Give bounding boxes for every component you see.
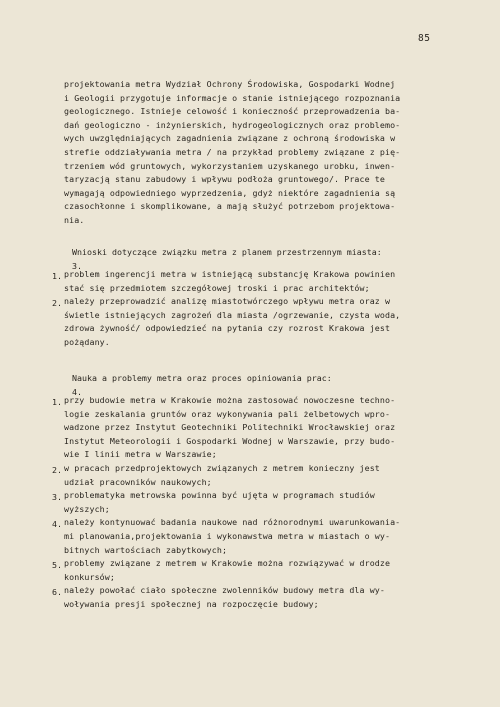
item-number: 3.	[52, 492, 62, 503]
intro-line: projektowania metra Wydział Ochrony Środowiska, Gospodarki Wodnej	[64, 79, 396, 89]
intro-line: wymagają odpowiedniego wyprzedzenia, gdyż niektóre zagadnienia są	[64, 187, 396, 198]
item-line: wie I linii metra w Warszawie;	[64, 449, 217, 460]
item-line: bitnych wartościach zabytkowych;	[64, 544, 228, 555]
list-item	[52, 557, 457, 584]
intro-paragraph	[64, 78, 454, 228]
item-line: problem ingerencji metra w istniejącą substancję Krakowa powinien	[64, 269, 396, 279]
list-item	[52, 489, 457, 516]
section-3-list	[52, 268, 457, 350]
item-line: problemy związane z metrem w Krakowie można rozwiązywać w drodze	[64, 558, 391, 569]
item-line: zdrowa żywność/ odpowiedzieć na pytania czy rozrost Krakowa jest	[64, 323, 391, 334]
item-line: należy przeprowadzić analizę miastotwórczego wpływu metra oraz w	[64, 296, 391, 307]
item-number: 4.	[52, 519, 62, 530]
item-line: w pracach przedprojektowych związanych z metrem konieczny jest	[64, 462, 380, 473]
intro-line: dań geologiczno - inżynierskich, hydrogeologicznych oraz problemo-	[64, 119, 401, 130]
list-item	[52, 268, 457, 295]
section-number: 3.	[71, 260, 82, 271]
item-number: 1.	[52, 271, 62, 281]
section-title: Nauka a problemy metra oraz proces opiniowania prac:	[72, 373, 332, 383]
item-line: woływania presji społecznej na rozpoczęcie budowy;	[64, 598, 319, 609]
list-item	[52, 394, 457, 462]
item-line: pożądany.	[64, 336, 110, 347]
list-item	[52, 295, 457, 349]
item-number: 2.	[52, 298, 62, 309]
intro-line: nia.	[64, 214, 85, 225]
item-line: problematyka metrowska powinna być ujęta w programach studiów	[64, 490, 375, 501]
list-item	[52, 516, 457, 557]
section-title: Wnioski dotyczące związku metra z planem przestrzennym miasta:	[72, 247, 382, 257]
list-item	[52, 584, 457, 611]
item-line: mi planowania,projektowania i wykonawstwa metra w miastach o wy-	[64, 530, 391, 541]
intro-line: czasochłonne i skomplikowane, a mają służyć potrzebom projektowa-	[64, 201, 396, 212]
intro-line: wych uwzględniających zagadnienia związane z ochroną środowiska w	[64, 133, 396, 144]
list-item	[52, 462, 457, 489]
intro-line: trzeniem wód gruntowych, wykorzystaniem uzyskanego urobku, inwen-	[64, 160, 396, 171]
item-line: udział pracowników naukowych;	[64, 476, 212, 487]
intro-line: geologicznego. Istnieje celowość i konieczność przeprowadzenia ba-	[64, 106, 401, 117]
item-line: świetle istniejących zagrożeń dla miasta /ogrzewanie, czysta woda,	[64, 309, 401, 320]
section-4-list	[52, 394, 457, 612]
page-number: 85	[418, 33, 431, 44]
item-number: 5.	[52, 560, 62, 571]
item-line: należy powołać ciało społeczne zwolenników budowy metra dla wy-	[64, 585, 385, 596]
intro-line: i Geologii przygotuje informacje o stanie istniejącego rozpoznania	[64, 92, 401, 103]
intro-line: taryzacją stanu zabudowy i wpływu podłoża gruntowego/. Prace te	[64, 174, 385, 185]
item-line: Instytut Meteorologii i Gospodarki Wodnej w Warszawie, przy budo-	[64, 435, 396, 446]
item-number: 2.	[52, 464, 62, 475]
item-number: 1.	[52, 397, 62, 407]
item-line: logie zeskalania gruntów oraz wykonywania pali żelbetowych wpro-	[64, 408, 391, 419]
section-number: 4.	[71, 386, 82, 397]
item-line: konkursów;	[64, 571, 115, 582]
intro-line: strefie oddziaływania metra / na przykład problemy związane z pię-	[64, 146, 401, 157]
item-line: przy budowie metra w Krakowie można zastosować nowoczesne techno-	[64, 395, 396, 405]
item-line: stać się przedmiotem szczegółowej troski i prac architektów;	[64, 282, 370, 293]
item-number: 6.	[52, 587, 62, 598]
item-line: należy kontynuować badania naukowe nad różnorodnymi uwarunkowania-	[64, 517, 401, 528]
item-line: wadzone przez Instytut Geotechniki Politechniki Wrocławskiej oraz	[64, 422, 396, 433]
item-line: wyższych;	[64, 503, 110, 514]
